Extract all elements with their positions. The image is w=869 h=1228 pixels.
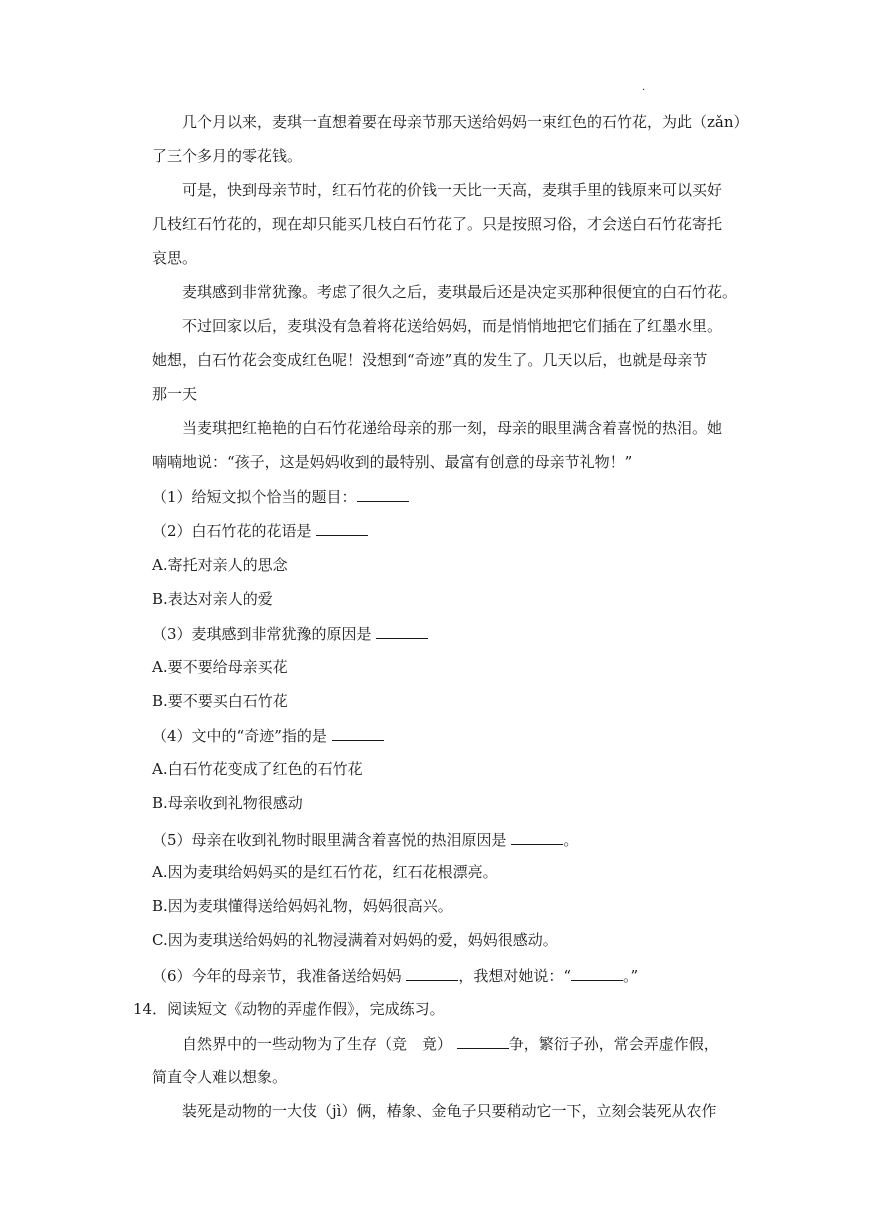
answer-blank[interactable] [316,520,368,536]
question-2 [152,520,368,541]
question-6-end: 。” [623,967,639,985]
section-14-line: 装死是动物的一大伎（jì）俩，椿象、金龟子只要稍动它一下，立刻会装死从农作 [182,1102,717,1120]
option: A.要不要给母亲买花 [152,658,288,676]
answer-blank[interactable] [332,725,384,741]
answer-blank[interactable] [357,486,409,502]
question-5-text: （5）母亲在收到礼物时眼里满含着喜悦的热泪原因是 [152,831,507,849]
passage-line: 她想，白石竹花会变成红色呢！没想到“奇迹”真的发生了。几天以后，也就是母亲节 [152,351,708,369]
option: A.因为麦琪给妈妈买的是红石竹花，红石花根漂亮。 [152,863,498,881]
passage-line: 几个月以来，麦琪一直想着要在母亲节那天送给妈妈一束红色的石竹花，为此（zǎn） [182,113,749,131]
section-14-line: 简直令人难以想象。 [152,1068,288,1086]
question-3-text: （3）麦琪感到非常犹豫的原因是 [152,625,372,643]
option: A.寄托对亲人的思念 [152,556,288,574]
question-2-text: （2）白石竹花的花语是 [152,522,312,540]
passage-line: 几枝红石竹花的，现在却只能买几枝白石竹花了。只是按照习俗，才会送白石竹花寄托 [152,215,723,233]
header-mark: · [642,85,646,96]
option: B.表达对亲人的爱 [152,590,273,608]
passage-line: 了三个多月的零花钱。 [152,147,303,165]
section-14-text: 自然界中的一些动物为了生存（竞 竟） [182,1035,453,1053]
option: B.母亲收到礼物很感动 [152,794,303,812]
question-4-text: （4）文中的“奇迹”指的是 [152,727,327,745]
passage-line: 麦琪感到非常犹豫。考虑了很久之后，麦琪最后还是决定买那种很便宜的白石竹花。 [182,283,738,301]
section-14-text-2: 争，繁衍子孙，常会弄虚作假， [508,1035,719,1053]
section-14-heading: 14．阅读短文《动物的弄虚作假》，完成练习。 [133,1000,445,1018]
answer-blank[interactable] [511,829,563,845]
question-6-text: （6）今年的母亲节，我准备送给妈妈 [152,967,402,985]
section-14-line [182,1033,719,1054]
passage-line: 当麦琪把红艳艳的白石竹花递给母亲的那一刻，母亲的眼里满含着喜悦的热泪。她 [182,419,723,437]
question-5 [152,829,578,850]
option: C.因为麦琪送给妈妈的礼物浸满着对妈妈的爱，妈妈很感动。 [152,931,558,949]
question-6 [152,965,638,986]
question-3 [152,623,428,644]
answer-blank[interactable] [376,623,428,639]
option: B.要不要买白石竹花 [152,692,288,710]
question-1 [152,486,409,507]
answer-blank[interactable] [571,965,623,981]
answer-blank[interactable] [457,1033,509,1049]
question-6-text-2: ，我想对她说：“ [458,967,571,985]
answer-blank[interactable] [406,965,458,981]
question-5-end: 。 [563,831,579,849]
passage-line: 那一天 [152,385,198,403]
question-4 [152,725,384,746]
passage-line: 哀思。 [152,249,198,267]
passage-line: 喃喃地说：“孩子，这是妈妈收到的最特别、最富有创意的母亲节礼物！” [152,453,633,471]
passage-line: 可是，快到母亲节时，红石竹花的价钱一天比一天高，麦琪手里的钱原来可以买好 [182,181,723,199]
question-1-text: （1）给短文拟个恰当的题目： [152,488,357,506]
passage-line: 不过回家以后，麦琪没有急着将花送给妈妈，而是悄悄地把它们插在了红墨水里。 [182,317,723,335]
option: A.白石竹花变成了红色的石竹花 [152,760,363,778]
option: B.因为麦琪懂得送给妈妈礼物，妈妈很高兴。 [152,897,453,915]
